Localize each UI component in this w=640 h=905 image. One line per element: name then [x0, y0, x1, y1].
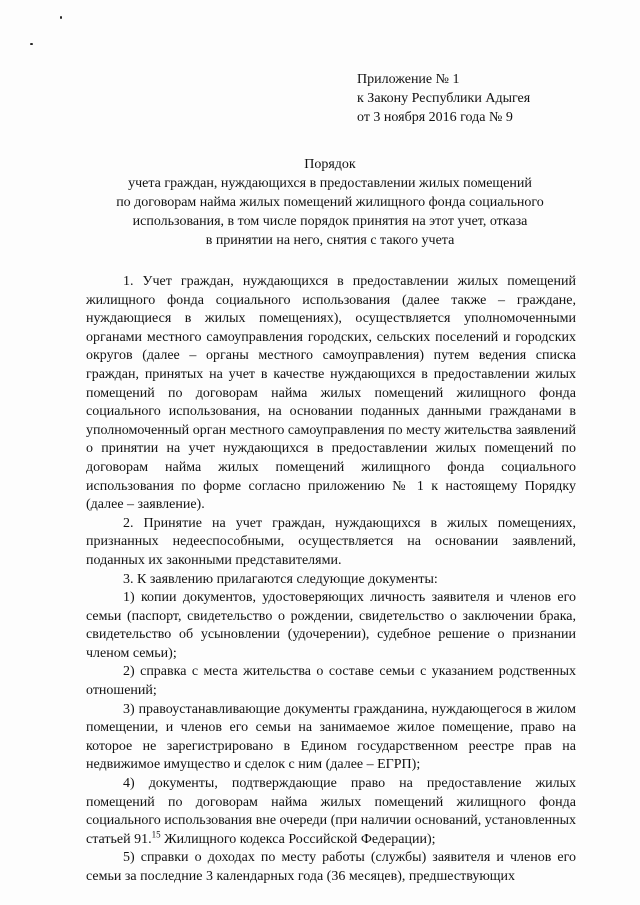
document-heading	[80, 155, 580, 250]
heading-line: использования, в том числе порядок принятия на этот учет, отказа	[132, 214, 528, 229]
annex-number: Приложение № 1	[357, 72, 460, 87]
list-item-3-4-text: 4) документы, подтверждающие право на предоставление жилых помещений по договорам найма жилых помещений жилищного фонда социального использования вне очереди (при наличии оснований, установленных статьей 91.	[86, 776, 576, 847]
heading-line: учета граждан, нуждающихся в предоставлении жилых помещений	[128, 176, 532, 191]
list-item-3-4-text-end: Жилищного кодекса Российской Федерации);	[160, 831, 436, 847]
article-superscript: 15	[151, 829, 161, 840]
document-body	[86, 273, 576, 887]
annex-law-reference: к Закону Республики Адыгея	[357, 91, 531, 106]
paragraph-1: 1. Учет граждан, нуждающихся в предоставлении жилых помещений жилищного фонда социального использования (далее также – граждане, нуждающиеся в жилых помещениях), осуществляется уполномоченными органами местного самоуправления городских, сельских поселений и городских округов (далее – органы местного самоуправления) путем ведения списка граждан, принятых на учет в качестве нуждающихся в предоставлении жилых помещений по договорам найма жилых помещений жилищного фонда социального использования, на основании поданных данными гражданами в уполномоченный орган местного самоуправления по месту жительства заявлений о принятии на учет нуждающихся в предоставлении жилых помещений по договорам найма жилых помещений жилищного фонда социального использования по форме согласно приложению № 1 к настоящему Порядку (далее – заявление).	[86, 274, 576, 513]
scan-speck	[30, 43, 33, 45]
heading-line: в принятии на него, снятия с такого учета	[205, 233, 455, 248]
paragraph-2: 2. Принятие на учет граждан, нуждающихся в жилых помещениях, признанных недееспособными, осуществляется на основании заявлений, поданных их законными представителями.	[86, 515, 576, 568]
list-item-3-3: 3) правоустанавливающие документы гражданина, нуждающегося в жилом помещении, и членов его семьи на занимаемое жилое помещение, право на которое не зарегистрировано в Едином государственном реестре прав на недвижимое имущество и сделок с ним (далее – ЕГРП);	[86, 701, 576, 773]
annex-header	[357, 70, 530, 127]
list-item-3-5: 5) справки о доходах по месту работы (службы) заявителя и членов его семьи за последние 3 календарных года (36 месяцев), предшествующих	[86, 850, 576, 884]
paragraph-3: 3. К заявлению прилагаются следующие документы:	[123, 571, 438, 587]
list-item-3-4	[86, 775, 576, 849]
heading-line: по договорам найма жилых помещений жилищного фонда социального	[116, 195, 544, 210]
scan-speck	[60, 16, 62, 19]
heading-title: Порядок	[304, 157, 356, 172]
annex-law-date: от 3 ноября 2016 года № 9	[357, 110, 513, 125]
list-item-3-2: 2) справка с места жительства о составе семьи с указанием родственных отношений;	[86, 664, 576, 699]
list-item-3-1: 1) копии документов, удостоверяющих личность заявителя и членов его семьи (паспорт, свидетельство о рождении, свидетельство о заключении брака, свидетельство об усыновлении (удочерении), судебное решение о признании членом семьи);	[86, 590, 576, 661]
